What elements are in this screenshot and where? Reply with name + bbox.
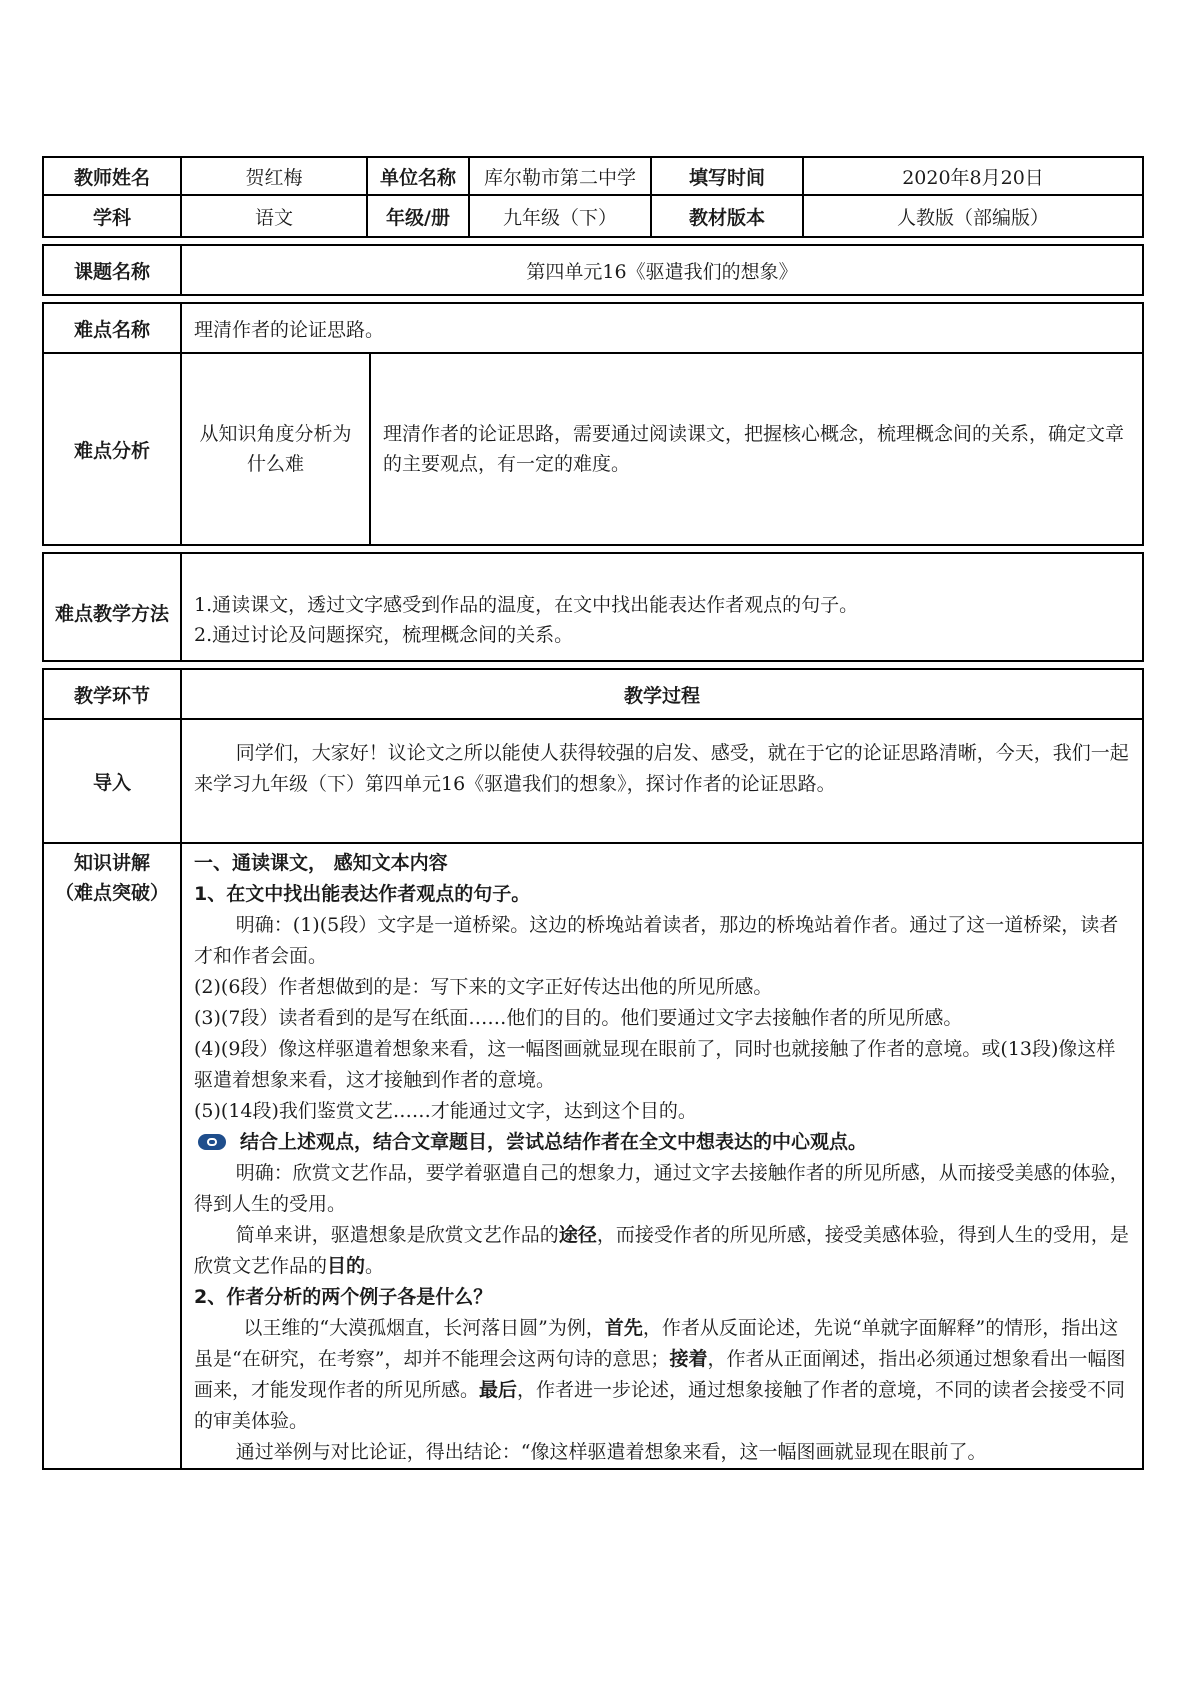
row-gap [43, 295, 1143, 303]
knowledge-cell [181, 843, 1143, 1469]
conclusion-line: 通过举例与对比论证，得出结论：“像这样驱遣着想象来看，这一幅图画就显现在眼前了。 [235, 1441, 987, 1463]
answer-3: (3)(7段）读者看到的是写在纸面……他们的目的。他们要通过文字去接触作者的所见所感。 [194, 1007, 963, 1029]
text-run: 简单来讲，驱遣想象是欣赏文艺作品的 [235, 1224, 559, 1246]
question-2: 2、作者分析的两个例子各是什么？ [194, 1286, 493, 1308]
unit-label: 单位名称 [367, 157, 469, 195]
topic-label: 课题名称 [43, 245, 181, 295]
teacher-value: 贺红梅 [181, 157, 367, 195]
grade-label: 年级/册 [367, 195, 469, 237]
answer-2: (2)(6段）作者想做到的是：写下来的文字正好传达出他的所见所感。 [194, 976, 773, 998]
edition-value: 人教版（部编版） [803, 195, 1143, 237]
answer-4: (4)(9段）像这样驱遣着想象来看，这一幅图画就显现在眼前了，同时也就接触了作者的意境。或(13段)像这样驱遣着想象来看，这才接触到作者的意境。 [194, 1038, 1116, 1091]
analysis-sub-label: 从知识角度分析为什么难 [182, 354, 370, 544]
grade-value: 九年级（下） [469, 195, 651, 237]
answer-summary: 明确：欣赏文艺作品，要学着驱遣自己的想象力，通过文字去接触作者的所见所感，从而接受美感的体验，得到人生的受用。 [194, 1162, 1129, 1215]
intro-cell [181, 719, 1143, 843]
keyword-route: 途径 [558, 1224, 597, 1246]
analysis-text: 理清作者的论证思路，需要通过阅读课文，把握核心概念，梳理概念间的关系，确定文章的主要观点，有一定的难度。 [383, 423, 1125, 475]
bullet-icon [198, 1134, 226, 1150]
process-header: 教学过程 [181, 669, 1143, 719]
example-paragraph [194, 1313, 1132, 1437]
difficulty-label: 难点名称 [43, 303, 181, 353]
subject-value: 语文 [181, 195, 367, 237]
answer-5: (5)(14段)我们鉴赏文艺……才能通过文字，达到这个目的。 [194, 1100, 697, 1122]
knowledge-label-cell [43, 843, 181, 1469]
row-gap [43, 661, 1143, 669]
text-run: ，而接受作者的所见所感，接受美感体验，得到人生的受用，是欣赏文艺作品的 [194, 1224, 1129, 1277]
knowledge-label: 知识讲解 [73, 852, 150, 874]
text-run: ，作者进一步论述，通过想象接触了作者的意境，不同的读者会接受不同的审美体验。 [194, 1379, 1126, 1432]
keyword-goal: 目的 [327, 1255, 366, 1277]
text-run: ，作者从正面阐述，指出必须通过想象看出一幅图画来，才能发现作者的所见所感。 [194, 1348, 1126, 1401]
analysis-label: 难点分析 [43, 353, 181, 545]
keyword-next: 接着 [669, 1348, 708, 1370]
row-gap [43, 545, 1143, 553]
method-label: 难点教学方法 [43, 553, 181, 661]
intro-label: 导入 [43, 719, 181, 843]
section-heading: 一、通读课文， 感知文本内容 [194, 852, 448, 874]
text-run: 。 [365, 1255, 385, 1277]
method-cell [181, 553, 1143, 661]
subject-label: 学科 [43, 195, 181, 237]
row-gap [43, 237, 1143, 245]
text-run: 以王维的“大漠孤烟直，长河落日圆”为例， [243, 1317, 605, 1339]
difficulty-value: 理清作者的论证思路。 [181, 303, 1143, 353]
answer-1: 明确：(1)(5段）文字是一道桥梁。这边的桥堍站着读者，那边的桥堍站着作者。通过了这一道桥梁，读者才和作者会面。 [194, 914, 1119, 967]
teacher-label: 教师姓名 [43, 157, 181, 195]
question-1: 1、在文中找出能表达作者观点的句子。 [194, 883, 531, 905]
lesson-plan-table [42, 156, 1142, 1470]
edition-label: 教材版本 [651, 195, 803, 237]
method-line-2: 2.通过讨论及问题探究，梳理概念间的关系。 [194, 624, 574, 646]
topic-value: 第四单元16《驱遣我们的想象》 [181, 245, 1143, 295]
task-text: 结合上述观点，结合文章题目，尝试总结作者在全文中想表达的中心观点。 [240, 1131, 868, 1153]
keyword-first: 首先 [604, 1317, 643, 1339]
knowledge-sublabel: （难点突破） [54, 882, 169, 904]
method-line-1: 1.通读课文，透过文字感受到作品的温度，在文中找出能表达作者观点的句子。 [194, 594, 859, 616]
intro-text: 同学们，大家好！议论文之所以能使人获得较强的启发、感受，就在于它的论证思路清晰，今天，我们一起来学习九年级（下）第四单元16《驱遣我们的想象》，探讨作者的论证思路。 [194, 742, 1129, 795]
keyword-finally: 最后 [479, 1379, 518, 1401]
analysis-cell [181, 353, 1143, 545]
unit-value: 库尔勒市第二中学 [469, 157, 651, 195]
date-value: 2020年8月20日 [803, 157, 1143, 195]
text-run: ，作者从反面论述，先说“单就字面解释”的情形，指出这虽是“在研究，在考察”，却并不能理会这两句诗的意思； [194, 1317, 1119, 1370]
process-stage-label: 教学环节 [43, 669, 181, 719]
date-label: 填写时间 [651, 157, 803, 195]
summary-paragraph [194, 1220, 1132, 1282]
task-line [194, 1127, 1132, 1158]
